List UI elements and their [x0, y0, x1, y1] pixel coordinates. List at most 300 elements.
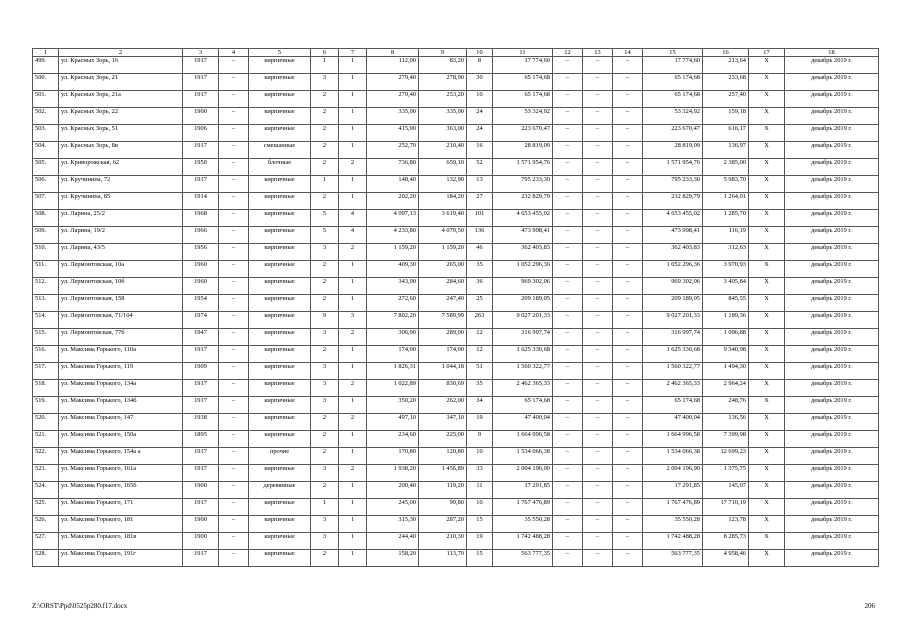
table-cell: –: [219, 499, 249, 516]
table-row: [33, 363, 879, 380]
table-cell: декабрь 2019 г.: [785, 261, 879, 278]
table-row: [33, 397, 879, 414]
table-cell: 262,00: [419, 397, 467, 414]
table-cell: –: [553, 108, 583, 125]
table-cell: кирпичные: [249, 414, 311, 431]
table-cell: 522.: [33, 448, 59, 465]
table-cell: кирпичные: [249, 74, 311, 91]
table-cell: ул. Кручинина, 72: [59, 176, 183, 193]
table-cell: 8 285,73: [703, 533, 749, 550]
table-cell: –: [219, 210, 249, 227]
table-cell: 2: [311, 414, 339, 431]
table-row: [33, 244, 879, 261]
table-cell: 795 233,30: [643, 176, 703, 193]
table-cell: X: [749, 244, 785, 261]
table-cell: 30: [467, 74, 493, 91]
table-cell: ул. Максима Горького, 134а: [59, 380, 183, 397]
table-cell: кирпичные: [249, 397, 311, 414]
table-cell: 3: [311, 465, 339, 482]
table-cell: 3: [311, 516, 339, 533]
table-cell: 1 096,88: [703, 329, 749, 346]
table-cell: 1917: [183, 91, 219, 108]
table-row: [33, 210, 879, 227]
table-cell: X: [749, 380, 785, 397]
table-cell: X: [749, 142, 785, 159]
table-cell: 1917: [183, 346, 219, 363]
table-cell: ул. Ларина, 25/2: [59, 210, 183, 227]
table-cell: –: [583, 176, 613, 193]
table-cell: 1 022,89: [367, 380, 419, 397]
column-number-cell: 12: [553, 49, 583, 57]
table-cell: 1917: [183, 550, 219, 567]
table-cell: 1 044,18: [419, 363, 467, 380]
table-cell: 969 302,06: [643, 278, 703, 295]
table-cell: 1895: [183, 431, 219, 448]
table-cell: –: [553, 482, 583, 499]
table-cell: 520.: [33, 414, 59, 431]
table-cell: 2: [311, 550, 339, 567]
table-cell: 1960: [183, 278, 219, 295]
table-cell: 2 462 365,33: [643, 380, 703, 397]
table-cell: 232 829,79: [643, 193, 703, 210]
table-cell: 1966: [183, 227, 219, 244]
table-cell: 35 550,28: [493, 516, 553, 533]
table-cell: –: [553, 363, 583, 380]
table-cell: 1 767 476,89: [493, 499, 553, 516]
table-cell: 101: [467, 210, 493, 227]
table-cell: –: [219, 108, 249, 125]
table-cell: 509.: [33, 227, 59, 244]
table-cell: 2: [339, 414, 367, 431]
table-cell: 1 285,70: [703, 210, 749, 227]
table-cell: ул. Максима Горького, 171: [59, 499, 183, 516]
table-cell: ул. Лермонтовская, 77б: [59, 329, 183, 346]
table-cell: –: [219, 380, 249, 397]
table-cell: 1 742 488,28: [643, 533, 703, 550]
table-cell: 1 767 476,89: [643, 499, 703, 516]
table-cell: 46: [467, 244, 493, 261]
table-cell: 287,20: [419, 516, 467, 533]
table-cell: –: [583, 397, 613, 414]
table-cell: декабрь 2019 г.: [785, 329, 879, 346]
table-cell: 51: [467, 363, 493, 380]
table-cell: кирпичные: [249, 176, 311, 193]
table-cell: ул. Ларина, 19/2: [59, 227, 183, 244]
table-cell: 1: [339, 108, 367, 125]
table-cell: –: [583, 414, 613, 431]
table-cell: кирпичные: [249, 312, 311, 329]
table-cell: –: [553, 142, 583, 159]
table-cell: 1 456,89: [419, 465, 467, 482]
table-cell: 17 774,60: [493, 57, 553, 74]
table-cell: 83,20: [419, 57, 467, 74]
table-cell: ул. Криворожская, 62: [59, 159, 183, 176]
table-cell: 523.: [33, 465, 59, 482]
table-cell: X: [749, 57, 785, 74]
table-cell: кирпичные: [249, 244, 311, 261]
table-cell: –: [613, 329, 643, 346]
table-cell: 12 699,23: [703, 448, 749, 465]
table-cell: 504.: [33, 142, 59, 159]
table-cell: –: [613, 414, 643, 431]
table-cell: декабрь 2019 г.: [785, 448, 879, 465]
table-cell: 1 052 296,36: [643, 261, 703, 278]
table-cell: –: [553, 91, 583, 108]
table-cell: –: [613, 533, 643, 550]
table-cell: –: [219, 550, 249, 567]
table-cell: –: [613, 465, 643, 482]
table-cell: –: [613, 227, 643, 244]
table-cell: –: [553, 380, 583, 397]
table-cell: –: [583, 533, 613, 550]
table-row: [33, 261, 879, 278]
table-cell: X: [749, 159, 785, 176]
table-cell: 34: [467, 397, 493, 414]
table-cell: 1: [339, 278, 367, 295]
table-cell: –: [219, 346, 249, 363]
table-cell: декабрь 2019 г.: [785, 108, 879, 125]
table-cell: 113,70: [419, 550, 467, 567]
table-cell: X: [749, 125, 785, 142]
table-cell: –: [553, 125, 583, 142]
table-cell: 112,00: [367, 57, 419, 74]
table-cell: декабрь 2019 г.: [785, 142, 879, 159]
table-cell: 1917: [183, 448, 219, 465]
table-row: [33, 142, 879, 159]
table-cell: 2: [311, 142, 339, 159]
table-cell: кирпичные: [249, 57, 311, 74]
table-cell: 16: [467, 142, 493, 159]
table-cell: 1917: [183, 499, 219, 516]
table-cell: X: [749, 227, 785, 244]
table-cell: 506.: [33, 176, 59, 193]
table-cell: кирпичные: [249, 108, 311, 125]
table-cell: 12: [467, 346, 493, 363]
table-cell: 279,40: [367, 91, 419, 108]
table-cell: 1: [311, 176, 339, 193]
table-cell: блочные: [249, 159, 311, 176]
table-cell: –: [553, 278, 583, 295]
table-cell: –: [583, 295, 613, 312]
table-cell: 120,80: [419, 448, 467, 465]
column-number-cell: 11: [493, 49, 553, 57]
table-cell: декабрь 2019 г.: [785, 533, 879, 550]
table-row: [33, 193, 879, 210]
column-number-cell: 13: [583, 49, 613, 57]
table-cell: 158,20: [367, 550, 419, 567]
table-cell: X: [749, 193, 785, 210]
table-cell: кирпичные: [249, 278, 311, 295]
table-cell: декабрь 2019 г.: [785, 380, 879, 397]
table-cell: 563 777,35: [643, 550, 703, 567]
table-cell: 315,30: [367, 516, 419, 533]
table-cell: –: [553, 465, 583, 482]
table-row: [33, 516, 879, 533]
table-cell: –: [553, 533, 583, 550]
table-cell: 1909: [183, 363, 219, 380]
table-cell: 347,10: [419, 414, 467, 431]
table-cell: –: [219, 57, 249, 74]
table-cell: X: [749, 397, 785, 414]
table-cell: –: [219, 261, 249, 278]
table-cell: 343,00: [367, 278, 419, 295]
table-cell: 2: [339, 380, 367, 397]
table-cell: декабрь 2019 г.: [785, 74, 879, 91]
table-cell: 499.: [33, 57, 59, 74]
table-cell: 257,40: [703, 91, 749, 108]
table-cell: кирпичные: [249, 380, 311, 397]
table-cell: X: [749, 74, 785, 91]
table-cell: 659,10: [419, 159, 467, 176]
table-cell: 4 958,46: [703, 550, 749, 567]
table-cell: 28 819,09: [643, 142, 703, 159]
table-cell: 35: [467, 380, 493, 397]
table-cell: –: [219, 516, 249, 533]
table-cell: 7 589,99: [419, 312, 467, 329]
table-cell: ул. Лермонтовская, 10а: [59, 261, 183, 278]
table-cell: 3: [339, 312, 367, 329]
table-cell: 209 189,05: [643, 295, 703, 312]
table-cell: 9 340,98: [703, 346, 749, 363]
table-cell: 1 571 954,76: [643, 159, 703, 176]
table-cell: декабрь 2019 г.: [785, 516, 879, 533]
table-cell: 19: [467, 414, 493, 431]
table-cell: 335,00: [419, 108, 467, 125]
table-cell: –: [219, 159, 249, 176]
table-cell: X: [749, 329, 785, 346]
table-cell: 2: [311, 125, 339, 142]
table-cell: –: [583, 329, 613, 346]
table-row: [33, 57, 879, 74]
table-cell: 5: [311, 227, 339, 244]
table-cell: 36: [467, 278, 493, 295]
table-cell: –: [613, 278, 643, 295]
table-cell: 1917: [183, 176, 219, 193]
table-cell: 525.: [33, 499, 59, 516]
table-cell: 362 403,83: [493, 244, 553, 261]
table-cell: 232 829,79: [493, 193, 553, 210]
table-cell: 1: [339, 176, 367, 193]
table-cell: –: [219, 278, 249, 295]
table-cell: кирпичные: [249, 210, 311, 227]
table-cell: 2: [339, 329, 367, 346]
table-cell: –: [219, 227, 249, 244]
table-cell: –: [583, 108, 613, 125]
table-cell: 1 625 330,68: [493, 346, 553, 363]
table-cell: –: [219, 448, 249, 465]
table-cell: 1 560 322,77: [493, 363, 553, 380]
table-cell: смешанные: [249, 142, 311, 159]
table-cell: 136: [467, 227, 493, 244]
column-number-cell: 16: [703, 49, 749, 57]
table-cell: декабрь 2019 г.: [785, 244, 879, 261]
table-cell: 272,60: [367, 295, 419, 312]
table-cell: 1917: [183, 74, 219, 91]
table-row: [33, 159, 879, 176]
table-cell: 3: [311, 533, 339, 550]
table-cell: –: [613, 261, 643, 278]
table-cell: 47 400,04: [493, 414, 553, 431]
table-cell: 515.: [33, 329, 59, 346]
table-cell: 2: [311, 159, 339, 176]
table-cell: –: [613, 244, 643, 261]
table-cell: 2 462 365,33: [493, 380, 553, 397]
table-cell: ул. Ларина, 43/5: [59, 244, 183, 261]
table-cell: 1950: [183, 159, 219, 176]
table-cell: ул. Максима Горького, 134б: [59, 397, 183, 414]
table-cell: 306,90: [367, 329, 419, 346]
table-cell: ул. Красных Зорь, 21: [59, 74, 183, 91]
table-cell: прочие: [249, 448, 311, 465]
table-cell: –: [613, 346, 643, 363]
table-cell: 1 826,31: [367, 363, 419, 380]
table-cell: 3: [311, 397, 339, 414]
column-number-cell: 17: [749, 49, 785, 57]
table-cell: –: [553, 346, 583, 363]
table-cell: декабрь 2019 г.: [785, 125, 879, 142]
column-number-cell: 18: [785, 49, 879, 57]
table-cell: 223 670,47: [493, 125, 553, 142]
table-cell: –: [613, 210, 643, 227]
table-cell: 1: [339, 261, 367, 278]
table-cell: –: [219, 431, 249, 448]
table-cell: 13: [467, 176, 493, 193]
table-cell: 1: [339, 397, 367, 414]
table-cell: 9: [467, 431, 493, 448]
table-cell: –: [583, 261, 613, 278]
table-cell: –: [553, 312, 583, 329]
table-cell: 316 997,74: [493, 329, 553, 346]
table-cell: 1947: [183, 329, 219, 346]
table-cell: –: [583, 499, 613, 516]
table-cell: 234,60: [367, 431, 419, 448]
table-cell: 47 400,04: [643, 414, 703, 431]
table-cell: –: [553, 210, 583, 227]
table-cell: 4: [339, 210, 367, 227]
table-cell: –: [219, 414, 249, 431]
table-cell: –: [219, 193, 249, 210]
table-cell: декабрь 2019 г.: [785, 210, 879, 227]
table-cell: 9 027 201,33: [493, 312, 553, 329]
table-cell: X: [749, 431, 785, 448]
table-cell: –: [613, 193, 643, 210]
table-cell: 159,18: [703, 108, 749, 125]
table-cell: 10: [467, 91, 493, 108]
table-cell: 136,97: [703, 142, 749, 159]
table-cell: 65 174,68: [493, 397, 553, 414]
table-cell: X: [749, 295, 785, 312]
table-cell: –: [583, 448, 613, 465]
table-cell: ул. Максима Горького, 191г: [59, 550, 183, 567]
table-cell: 3: [311, 244, 339, 261]
column-number-cell: 7: [339, 49, 367, 57]
table-cell: 1917: [183, 57, 219, 74]
table-cell: –: [583, 210, 613, 227]
table-cell: X: [749, 312, 785, 329]
table-cell: 519.: [33, 397, 59, 414]
table-cell: –: [613, 125, 643, 142]
table-cell: –: [613, 142, 643, 159]
table-cell: X: [749, 465, 785, 482]
table-cell: 53 324,92: [493, 108, 553, 125]
table-cell: декабрь 2019 г.: [785, 397, 879, 414]
table-row: [33, 108, 879, 125]
table-cell: 210,30: [419, 533, 467, 550]
table-cell: 225,00: [419, 431, 467, 448]
table-cell: 1: [311, 499, 339, 516]
table-row: [33, 312, 879, 329]
column-number-cell: 1: [33, 49, 59, 57]
table-cell: 526.: [33, 516, 59, 533]
table-cell: –: [613, 482, 643, 499]
table-cell: 4 653 455,02: [493, 210, 553, 227]
table-cell: 2: [311, 193, 339, 210]
table-cell: ул. Максима Горького, 110а: [59, 346, 183, 363]
table-cell: 52: [467, 159, 493, 176]
table-cell: кирпичные: [249, 499, 311, 516]
table-cell: декабрь 2019 г.: [785, 431, 879, 448]
table-cell: 33: [467, 465, 493, 482]
table-cell: 1: [339, 346, 367, 363]
table-cell: –: [219, 363, 249, 380]
table-row: [33, 448, 879, 465]
table-cell: 2: [311, 431, 339, 448]
table-cell: –: [583, 346, 613, 363]
table-cell: 316 997,74: [643, 329, 703, 346]
table-cell: 350,20: [367, 397, 419, 414]
table-cell: 2: [311, 108, 339, 125]
table-cell: 2: [311, 278, 339, 295]
table-cell: 17 291,85: [493, 482, 553, 499]
table-cell: 1 534 066,38: [643, 448, 703, 465]
table-cell: 123,78: [703, 516, 749, 533]
table-cell: 17 710,19: [703, 499, 749, 516]
table-cell: ул. Красных Зорь, 16: [59, 57, 183, 74]
table-cell: 1 742 488,28: [493, 533, 553, 550]
table-row: [33, 414, 879, 431]
table-cell: 616,17: [703, 125, 749, 142]
table-cell: –: [583, 312, 613, 329]
table-cell: 1900: [183, 108, 219, 125]
table-row: [33, 533, 879, 550]
table-cell: –: [219, 329, 249, 346]
table-cell: –: [553, 295, 583, 312]
table-cell: –: [613, 550, 643, 567]
table-cell: –: [219, 176, 249, 193]
table-cell: X: [749, 210, 785, 227]
table-cell: 8: [467, 57, 493, 74]
table-cell: 1: [339, 193, 367, 210]
table-row: [33, 176, 879, 193]
table-cell: 244,40: [367, 533, 419, 550]
table-cell: –: [583, 516, 613, 533]
table-cell: декабрь 2019 г.: [785, 363, 879, 380]
table-cell: –: [553, 414, 583, 431]
table-cell: 1 534 066,38: [493, 448, 553, 465]
table-cell: 170,80: [367, 448, 419, 465]
table-cell: 795 233,30: [493, 176, 553, 193]
table-cell: 65 174,68: [643, 74, 703, 91]
table-cell: 1 625 330,68: [643, 346, 703, 363]
table-cell: 28 819,09: [493, 142, 553, 159]
table-cell: 1917: [183, 465, 219, 482]
table-cell: 202,20: [367, 193, 419, 210]
table-cell: 511.: [33, 261, 59, 278]
table-cell: декабрь 2019 г.: [785, 482, 879, 499]
table-cell: 1960: [183, 261, 219, 278]
table-cell: –: [219, 295, 249, 312]
table-cell: 362 403,83: [643, 244, 703, 261]
